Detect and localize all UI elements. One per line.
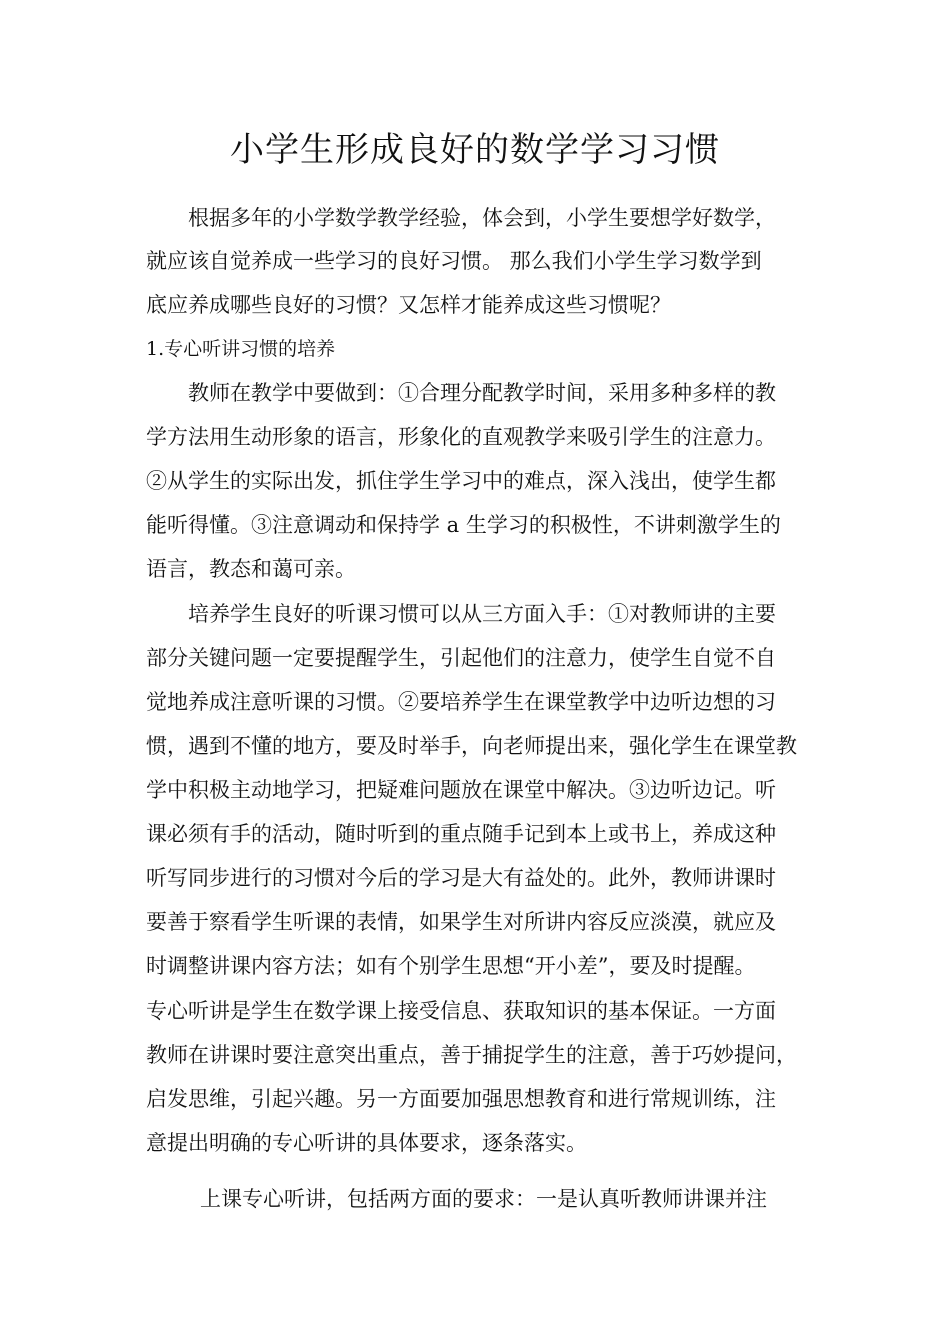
paragraph-line: ②从学生的实际出发，抓住学生学习中的难点，深入浅出，使学生都 <box>146 469 776 493</box>
paragraph-line: 就应该自觉养成一些学习的良好习惯。 那么我们小学生学习数学到 <box>146 249 762 273</box>
paragraph-line: 上课专心听讲，包括两方面的要求：一是认真听教师讲课并注 <box>200 1187 767 1211</box>
paragraph-line: 要善于察看学生听课的表情，如果学生对所讲内容反应淡漠，就应及 <box>146 910 776 934</box>
paragraph-line: 部分关键问题一定要提醒学生，引起他们的注意力，使学生自觉不自 <box>146 646 776 670</box>
paragraph-line: 根据多年的小学数学教学经验，体会到，小学生要想学好数学， <box>188 206 776 230</box>
paragraph-line: 惯，遇到不懂的地方，要及时举手，向老师提出来，强化学生在课堂教 <box>146 734 797 758</box>
paragraph-line: 学中积极主动地学习，把疑难问题放在课堂中解决。③边听边记。听 <box>146 778 776 802</box>
paragraph-line: 语言，教态和蔼可亲。 <box>146 557 356 581</box>
paragraph-line: 听写同步进行的习惯对今后的学习是大有益处的。此外，教师讲课时 <box>146 866 776 890</box>
document-title: 小学生形成良好的数学学习习惯 <box>230 130 720 170</box>
paragraph-line: 教师在讲课时要注意突出重点，善于捕捉学生的注意，善于巧妙提问， <box>146 1043 797 1067</box>
paragraph-line: 培养学生良好的听课习惯可以从三方面入手：①对教师讲的主要 <box>188 602 776 626</box>
paragraph-line: 时调整讲课内容方法；如有个别学生思想“开小差”，要及时提醒。 <box>146 954 756 978</box>
paragraph-line: 专心听讲是学生在数学课上接受信息、获取知识的基本保证。一方面 <box>146 999 776 1023</box>
paragraph-line: 觉地养成注意听课的习惯。②要培养学生在课堂教学中边听边想的习 <box>146 690 776 714</box>
paragraph-line: 课必须有手的活动，随时听到的重点随手记到本上或书上，养成这种 <box>146 822 776 846</box>
paragraph-line: 底应养成哪些良好的习惯？又怎样才能养成这些习惯呢？ <box>146 293 671 317</box>
section-heading: 1.专心听讲习惯的培养 <box>146 338 336 360</box>
paragraph-line: 启发思维，引起兴趣。另一方面要加强思想教育和进行常规训练，注 <box>146 1087 776 1111</box>
paragraph-line: 意提出明确的专心听讲的具体要求，逐条落实。 <box>146 1131 587 1155</box>
paragraph-line: 学方法用生动形象的语言，形象化的直观教学来吸引学生的注意力。 <box>146 425 776 449</box>
paragraph-line: 教师在教学中要做到：①合理分配教学时间，采用多种多样的教 <box>188 381 776 405</box>
paragraph-line: 能听得懂。③注意调动和保持学 a 生学习的积极性，不讲刺激学生的 <box>146 513 781 537</box>
